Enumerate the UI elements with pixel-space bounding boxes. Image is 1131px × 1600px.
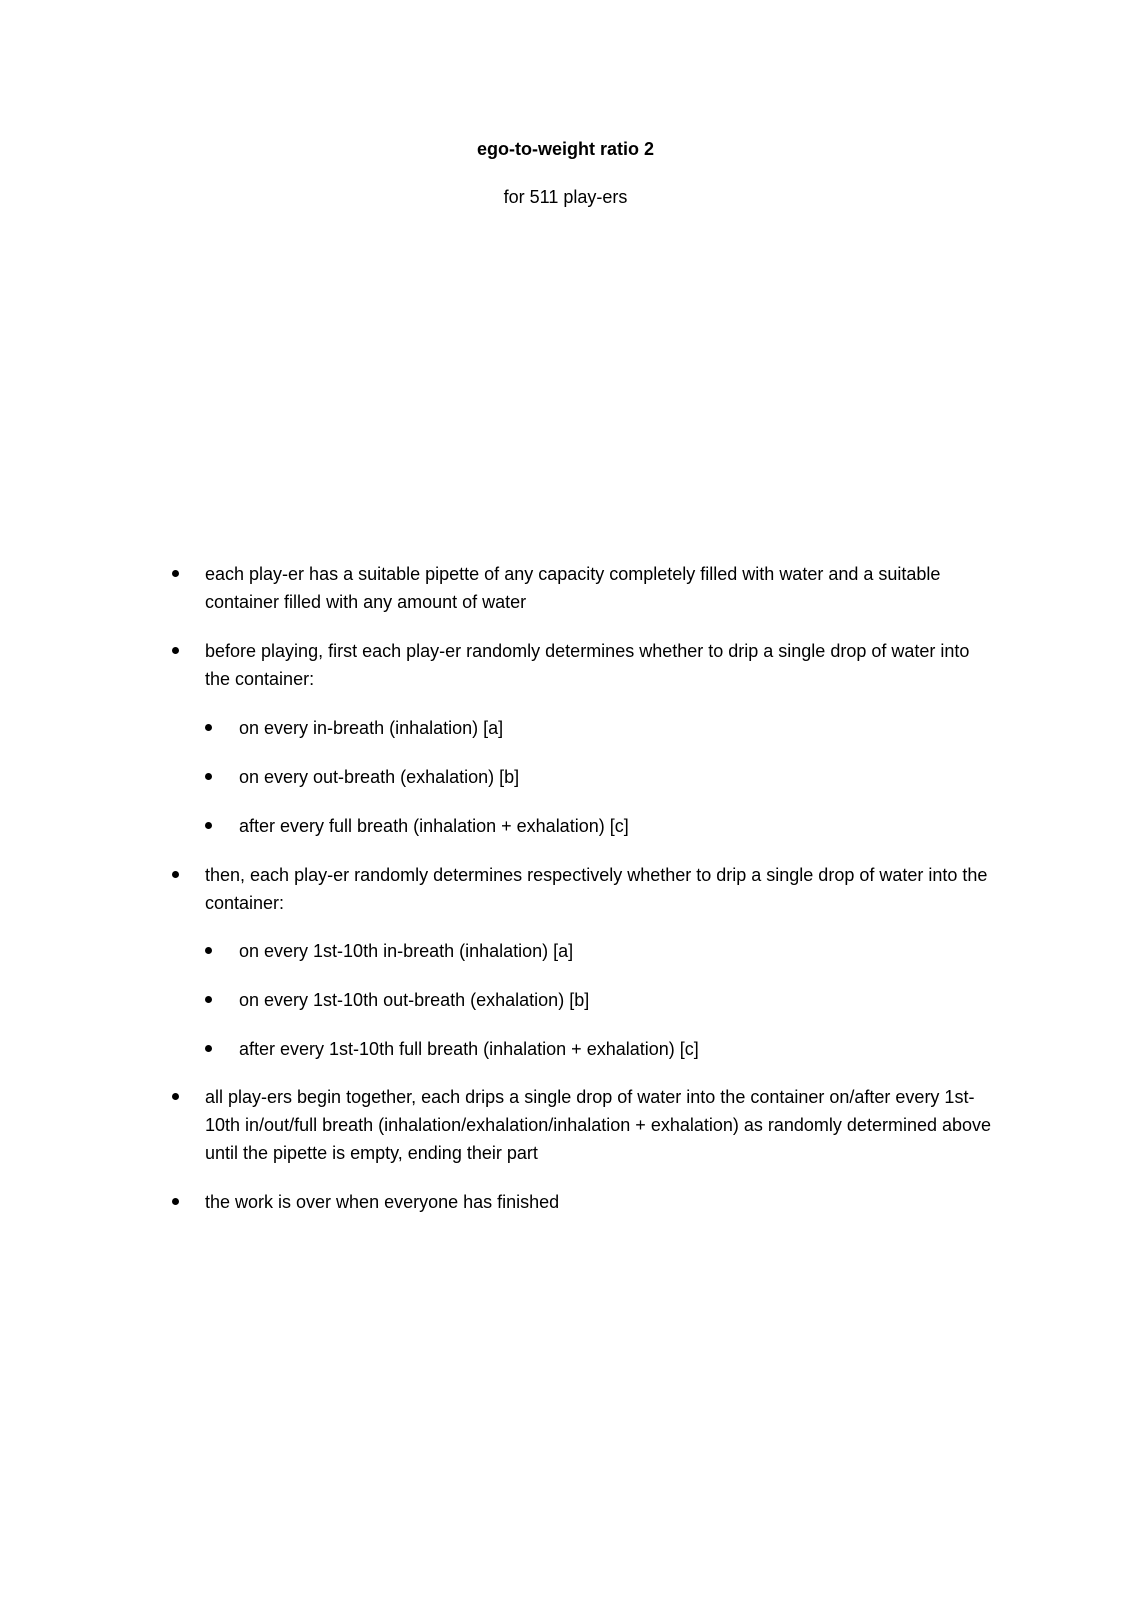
list-item-text: on every 1st-10th in-breath (inhalation) [a] (239, 941, 574, 961)
bullet-icon (205, 724, 212, 731)
bullet-icon (205, 822, 212, 829)
bullet-icon (205, 947, 212, 954)
list-item-text: all play-ers begin together, each drips a single drop of water into the container on/after every 1st-10th in/out/full breath (inhalation/exhalation/inhalation + exhalation) as randomly determined above until the pipette is empty, ending their part (205, 1087, 992, 1163)
list-item-text: before playing, first each play-er randomly determines whether to drip a single drop of water into the container: (205, 641, 970, 689)
list-item-text: the work is over when everyone has finished (205, 1192, 560, 1212)
bullet-icon (205, 996, 212, 1003)
list-item-text: on every in-breath (inhalation) [a] (239, 718, 504, 738)
bullet-icon (172, 1093, 179, 1100)
bullet-icon (205, 773, 212, 780)
bullet-icon (172, 1198, 179, 1205)
bullet-icon (205, 1045, 212, 1052)
bullet-icon (172, 570, 179, 577)
list-item-text: after every 1st-10th full breath (inhalation + exhalation) [c] (239, 1039, 699, 1059)
document-subtitle: for 511 play-ers (503, 187, 628, 207)
bullet-icon (172, 871, 179, 878)
list-item-text: then, each play-er randomly determines respectively whether to drip a single drop of water into the container: (205, 865, 988, 913)
document-title: ego-to-weight ratio 2 (477, 139, 654, 159)
list-item-text: after every full breath (inhalation + exhalation) [c] (239, 816, 629, 836)
list-item-text: on every out-breath (exhalation) [b] (239, 767, 520, 787)
bullet-icon (172, 647, 179, 654)
list-item-text: each play-er has a suitable pipette of any capacity completely filled with water and a suitable container filled with any amount of water (205, 564, 941, 612)
list-item-text: on every 1st-10th out-breath (exhalation) [b] (239, 990, 590, 1010)
